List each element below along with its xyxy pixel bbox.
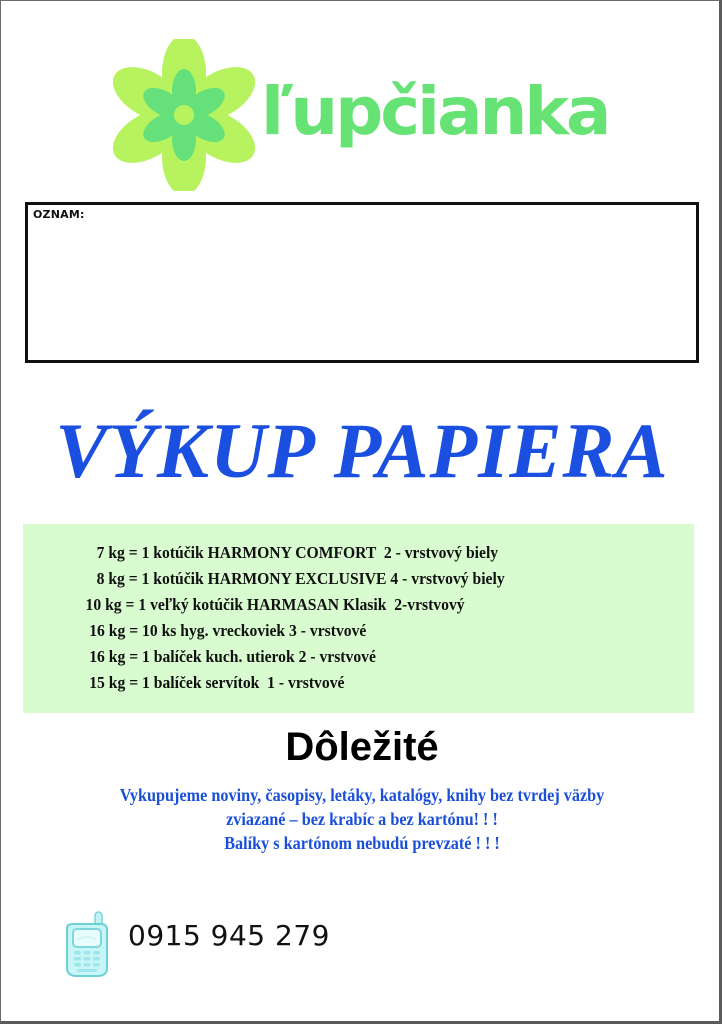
- offer-item: 16 kg = 10 ks hyg. vreckoviek 3 - vrstvové: [89, 621, 367, 640]
- brand-name: ľupčianka: [261, 73, 609, 150]
- offer-item: 10 kg = 1 veľký kotúčik HARMASAN Klasik 2-vrstvový: [85, 595, 465, 614]
- notice-box: [25, 202, 699, 363]
- important-heading: Dôležité: [285, 725, 439, 769]
- contact-info: [56, 906, 376, 981]
- important-line: Vykupujeme noviny, časopisy, letáky, katalógy, knihy bez tvrdej väzby: [119, 785, 605, 805]
- important-notice: [1, 783, 722, 855]
- flower-icon: [111, 39, 261, 191]
- important-line: Balíky s kartónom nebudú prevzaté ! ! !: [224, 833, 500, 853]
- offer-item: 7 kg = 1 kotúčik HARMONY COMFORT 2 - vrstvový biely: [96, 543, 499, 562]
- offer-item: 15 kg = 1 balíček servítok 1 - vrstvové: [89, 673, 345, 692]
- phone-number[interactable]: 0915 945 279: [128, 919, 330, 952]
- offer-item: 8 kg = 1 kotúčik HARMONY EXCLUSIVE 4 - vrstvový biely: [96, 569, 505, 588]
- notice-label: OZNAM:: [33, 208, 85, 221]
- offers-box: [23, 524, 694, 713]
- important-line: zviazané – bez krabíc a bez kartónu! ! !: [226, 809, 498, 829]
- brand-logo: [111, 39, 631, 194]
- page-title: VÝKUP PAPIERA: [55, 407, 669, 494]
- offer-item: 16 kg = 1 balíček kuch. utierok 2 - vrstvové: [89, 647, 376, 666]
- mobile-phone-icon: [61, 910, 113, 978]
- offers-list: [23, 540, 694, 696]
